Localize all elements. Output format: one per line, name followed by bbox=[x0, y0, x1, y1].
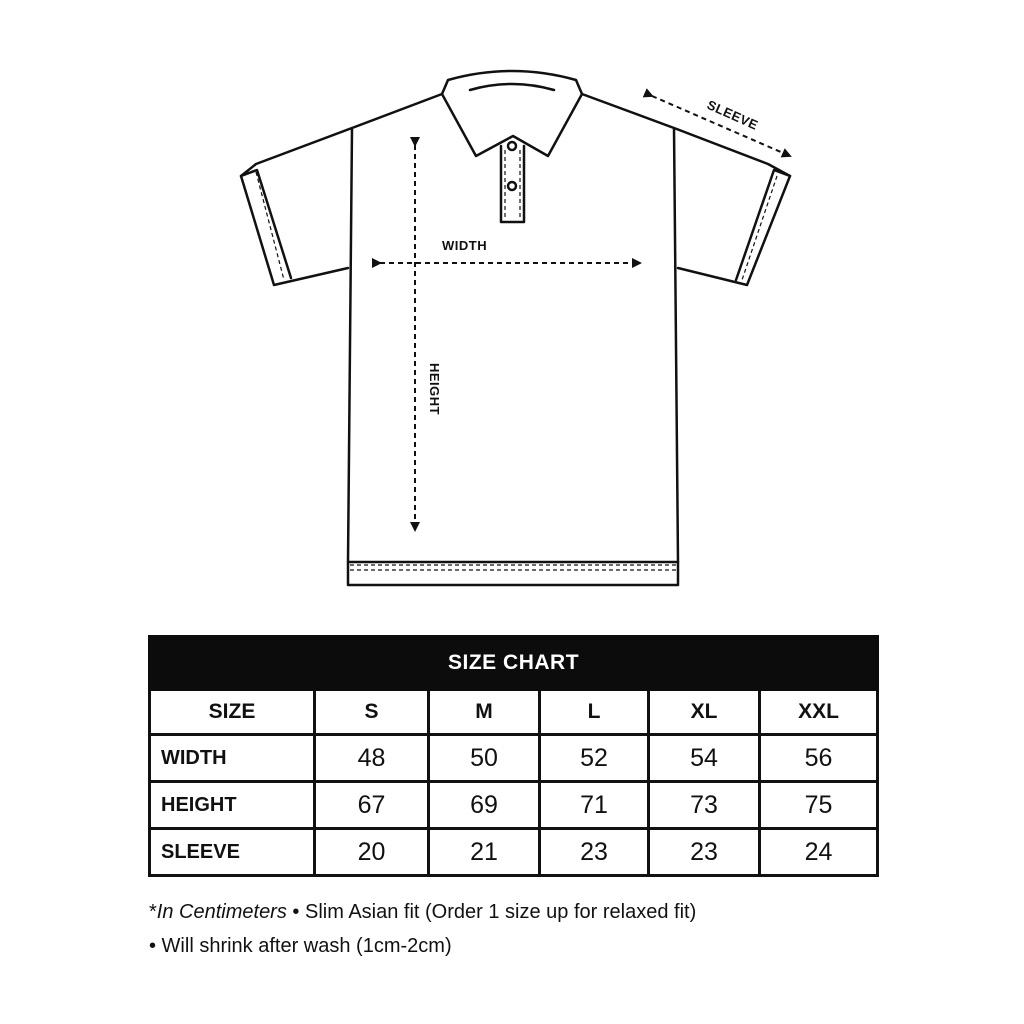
table-cell: 56 bbox=[760, 735, 878, 782]
button-bottom bbox=[508, 182, 516, 190]
measurement-arrows bbox=[380, 96, 790, 530]
table-row-width bbox=[150, 735, 878, 782]
table-row-height bbox=[150, 782, 878, 829]
header-cell-size: SIZE bbox=[150, 690, 315, 735]
note-asterisk: * bbox=[149, 901, 157, 923]
size-chart-table bbox=[148, 635, 879, 877]
size-notes bbox=[149, 898, 696, 966]
table-cell: 20 bbox=[315, 829, 429, 876]
row-label: HEIGHT bbox=[150, 782, 315, 829]
table-cell: 69 bbox=[429, 782, 540, 829]
table-cell: 75 bbox=[760, 782, 878, 829]
header-cell-s: S bbox=[315, 690, 429, 735]
right-cuff-stitch bbox=[742, 176, 777, 280]
table-cell: 48 bbox=[315, 735, 429, 782]
row-label: SLEEVE bbox=[150, 829, 315, 876]
width-label: WIDTH bbox=[442, 238, 488, 253]
button-top bbox=[508, 142, 516, 150]
table-row-sleeve bbox=[150, 829, 878, 876]
table-cell: 73 bbox=[649, 782, 760, 829]
note-line-2: • Will shrink after wash (1cm-2cm) bbox=[149, 935, 452, 957]
right-sleeve bbox=[674, 128, 790, 285]
note-line-1 bbox=[149, 898, 696, 932]
table-header-row bbox=[150, 690, 878, 735]
left-cuff-stitch bbox=[256, 172, 284, 280]
header-cell-xl: XL bbox=[649, 690, 760, 735]
table-cell: 23 bbox=[540, 829, 649, 876]
header-cell-m: M bbox=[429, 690, 540, 735]
height-label: HEIGHT bbox=[427, 363, 442, 416]
header-cell-l: L bbox=[540, 690, 649, 735]
table-cell: 67 bbox=[315, 782, 429, 829]
collar-inner bbox=[470, 84, 554, 90]
table-cell: 50 bbox=[429, 735, 540, 782]
note-fit: • Slim Asian fit (Order 1 size up for relaxed fit) bbox=[286, 901, 697, 923]
note-units: In Centimeters bbox=[156, 901, 287, 923]
size-chart-title: SIZE CHART bbox=[150, 637, 878, 690]
shirt-body bbox=[348, 94, 678, 562]
header-cell-xxl: XXL bbox=[760, 690, 878, 735]
table-cell: 52 bbox=[540, 735, 649, 782]
row-label: WIDTH bbox=[150, 735, 315, 782]
polo-shirt-outline bbox=[241, 71, 790, 585]
right-cuff bbox=[736, 170, 790, 280]
table-cell: 24 bbox=[760, 829, 878, 876]
table-cell: 21 bbox=[429, 829, 540, 876]
sleeve-label: SLEEVE bbox=[704, 97, 761, 133]
table-cell: 23 bbox=[649, 829, 760, 876]
table-cell: 71 bbox=[540, 782, 649, 829]
left-sleeve bbox=[241, 128, 352, 285]
table-cell: 54 bbox=[649, 735, 760, 782]
stitch-lines bbox=[256, 150, 777, 570]
